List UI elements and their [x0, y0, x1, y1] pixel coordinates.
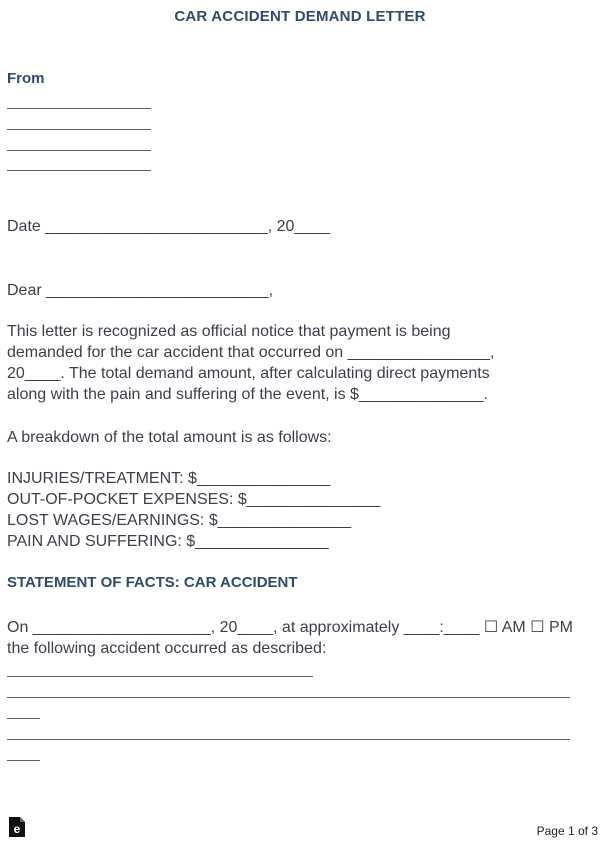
intro-line: demanded for the car accident that occurred on ________________,	[7, 344, 495, 361]
from-line-4[interactable]	[7, 170, 151, 171]
salutation-line: Dear _________________________,	[7, 282, 274, 299]
date-line: Date _________________________, 20____	[7, 218, 330, 235]
description-line-4[interactable]	[7, 739, 570, 740]
breakdown-item-pain: PAIN AND SUFFERING: $_______________	[7, 533, 329, 550]
from-line-1[interactable]	[7, 108, 151, 109]
facts-line: the following accident occurred as described:	[7, 640, 327, 657]
description-line-5[interactable]	[7, 760, 40, 761]
breakdown-list	[7, 468, 380, 552]
from-label: From	[7, 70, 45, 87]
page-number: Page 1 of 3	[536, 824, 598, 838]
breakdown-intro: A breakdown of the total amount is as follows:	[7, 429, 332, 446]
facts-paragraph	[7, 617, 573, 659]
intro-line: This letter is recognized as official notice that payment is being	[7, 323, 451, 340]
intro-paragraph	[7, 321, 494, 405]
intro-line: along with the pain and suffering of the event, is $______________.	[7, 386, 488, 403]
logo-letter: e	[13, 822, 21, 836]
facts-line: On ____________________, 20____, at approximately ____:____ ☐ AM ☐ PM	[7, 619, 573, 636]
description-line-3[interactable]	[7, 718, 40, 719]
from-line-3[interactable]	[7, 150, 151, 151]
description-line-1[interactable]	[7, 676, 313, 677]
intro-line: 20____. The total demand amount, after calculating direct payments	[7, 365, 490, 382]
breakdown-item-expenses: OUT-OF-POCKET EXPENSES: $_______________	[7, 491, 381, 508]
document-title: CAR ACCIDENT DEMAND LETTER	[174, 8, 426, 25]
from-line-2[interactable]	[7, 129, 151, 130]
breakdown-item-injuries: INJURIES/TREATMENT: $_______________	[7, 470, 331, 487]
description-line-2[interactable]	[7, 697, 570, 698]
facts-heading: STATEMENT OF FACTS: CAR ACCIDENT	[7, 574, 298, 591]
breakdown-item-wages: LOST WAGES/EARNINGS: $_______________	[7, 512, 352, 529]
logo-icon	[8, 816, 26, 838]
